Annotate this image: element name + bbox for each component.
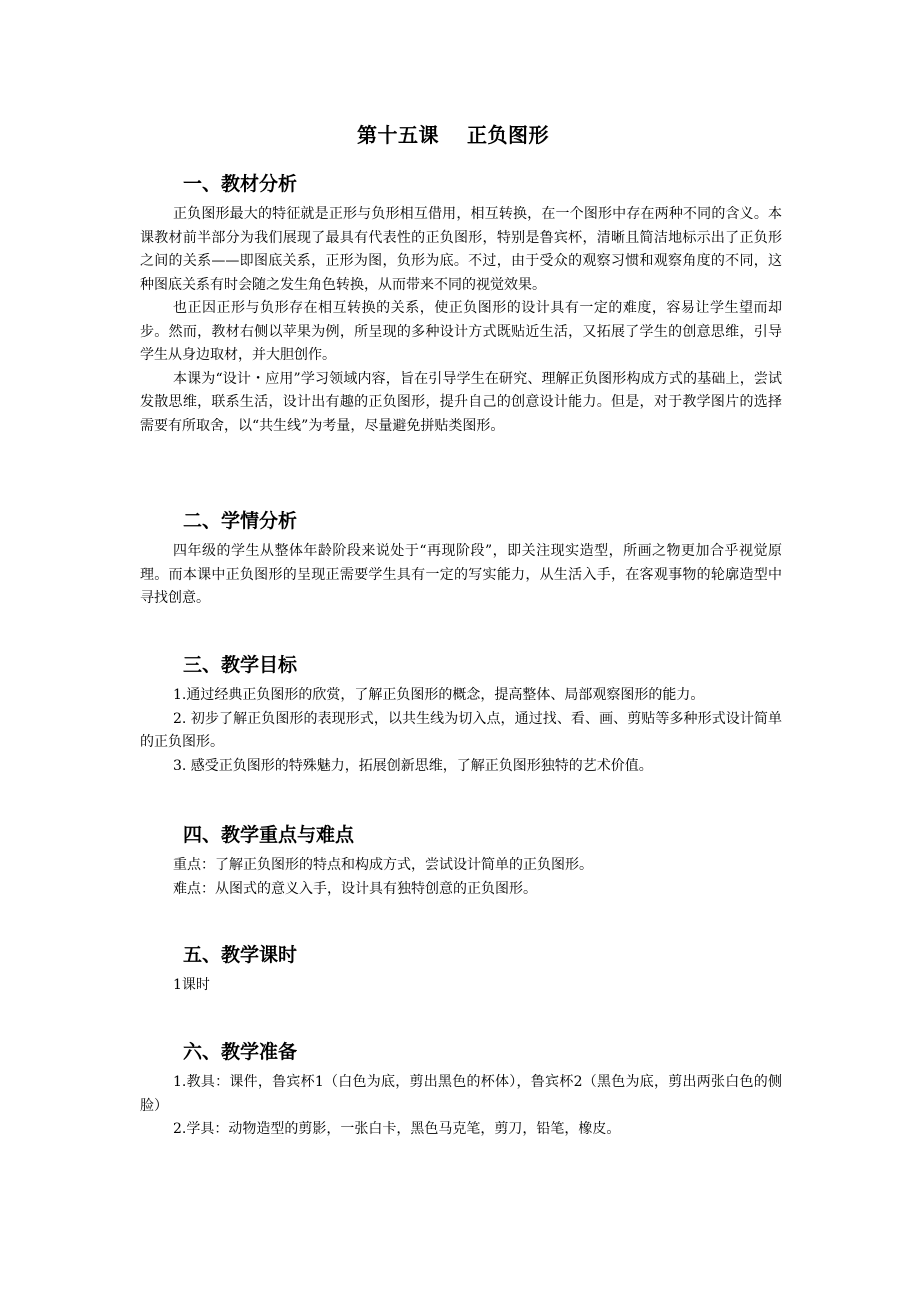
- section-heading: 一、教材分析: [183, 173, 298, 195]
- lesson-title: 第十五课 正负图形: [357, 123, 549, 147]
- section-heading: 六、教学准备: [183, 1041, 298, 1063]
- section-key-points: [140, 822, 782, 901]
- section-heading: 五、教学课时: [183, 944, 298, 966]
- section-student-analysis: [140, 508, 782, 611]
- paragraph: 正负图形最大的特征就是正形与负形相互借用，相互转换，在一个图形中存在两种不同的含义。本课教材前半部分为我们展现了最具有代表性的正负图形，特别是鲁宾杯，清晰且简洁地标示出了正负形之间的关系——即图底关系，正形为图，负形为底。不过，由于受众的观察习惯和观察角度的不同，这种图底关系有时会随之发生角色转换，从而带来不同的视觉效果。: [140, 206, 782, 293]
- section-textbook-analysis: [140, 171, 782, 438]
- section-teaching-objectives: [140, 652, 782, 778]
- paragraph: 重点：了解正负图形的特点和构成方式，尝试设计简单的正负图形。: [173, 857, 593, 873]
- section-preparation: [140, 1039, 782, 1142]
- paragraph: 2. 初步了解正负图形的表现形式，以共生线为切入点，通过找、看、画、剪贴等多种形式设计简单的正负图形。: [140, 710, 782, 750]
- paragraph: 1.教具：课件，鲁宾杯1（白色为底，剪出黑色的杯体），鲁宾杯2（黑色为底，剪出两张白色的侧脸）: [140, 1074, 782, 1114]
- section-class-hours: [140, 942, 782, 998]
- section-heading: 二、学情分析: [183, 510, 298, 532]
- paragraph: 1课时: [173, 977, 210, 993]
- paragraph: 四年级的学生从整体年龄阶段来说处于“再现阶段”，即关注现实造型，所画之物更加合乎视觉原理。而本课中正负图形的呈现正需要学生具有一定的写实能力，从生活入手，在客观事物的轮廓造型中寻找创意。: [140, 543, 782, 606]
- paragraph: 2.学具：动物造型的剪影，一张白卡，黑色马克笔，剪刀，铅笔，橡皮。: [173, 1121, 621, 1137]
- paragraph: 3. 感受正负图形的特殊魅力，拓展创新思维，了解正负图形独特的艺术价值。: [173, 757, 653, 774]
- paragraph: 也正因正形与负形存在相互转换的关系，使正负图形的设计具有一定的难度，容易让学生望而却步。然而，教材右侧以苹果为例，所呈现的多种设计方式既贴近生活，又拓展了学生的创意思维，引导学生从身边取材，并大胆创作。: [140, 300, 782, 363]
- section-heading: 三、教学目标: [183, 654, 298, 676]
- paragraph: 本课为“设计・应用”学习领域内容，旨在引导学生在研究、理解正负图形构成方式的基础上，尝试发散思维，联系生活，设计出有趣的正负图形，提升自己的创意设计能力。但是，对于教学图片的选择需要有所取舍，以“共生线”为考量，尽量避免拼贴类图形。: [140, 370, 782, 434]
- section-heading: 四、教学重点与难点: [183, 824, 355, 846]
- paragraph: 1.通过经典正负图形的欣赏，了解正负图形的概念，提高整体、局部观察图形的能力。: [173, 687, 705, 703]
- paragraph: 难点：从图式的意义入手，设计具有独特创意的正负图形。: [173, 880, 537, 897]
